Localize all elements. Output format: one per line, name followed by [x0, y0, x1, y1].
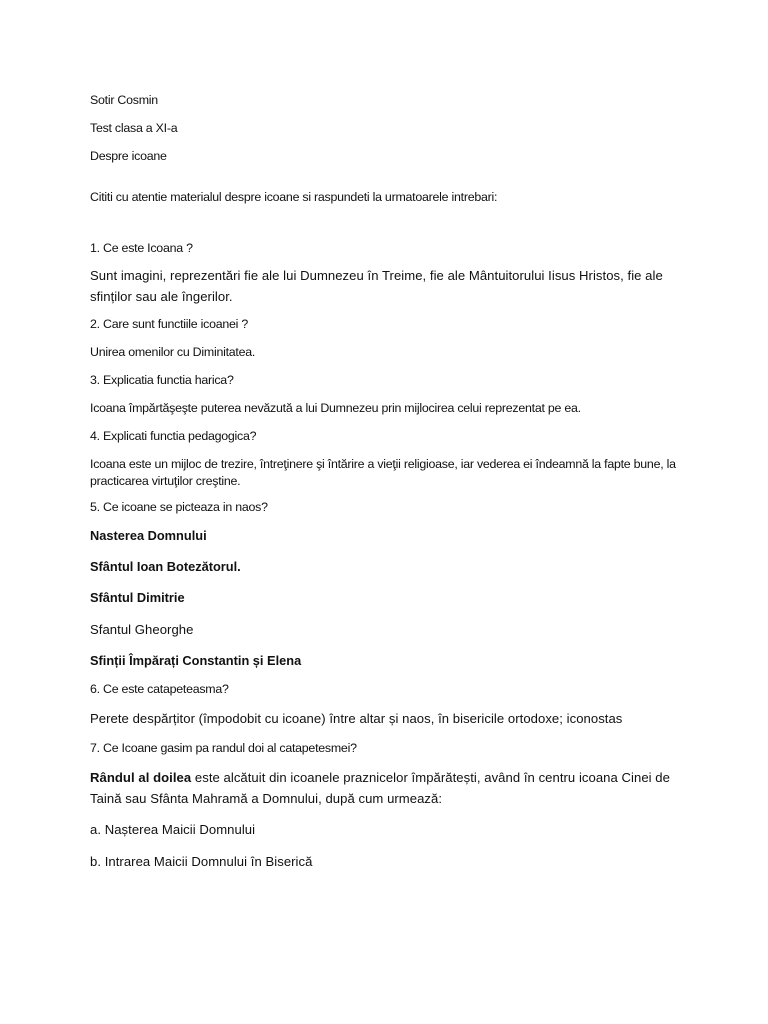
question-1: 1. Ce este Icoana ?: [90, 241, 193, 255]
answer-5-item: Sfântul Dimitrie: [90, 590, 185, 605]
answer-5-item: Nasterea Domnului: [90, 528, 207, 543]
answer-5-item: Sfantul Gheorghe: [90, 622, 194, 637]
answer-1: Sunt imagini, reprezentări fie ale lui Dumnezeu în Treime, fie ale Mântuitorului Iisus Hristos, fie ale sfinților sau ale îngerilor.: [90, 268, 663, 304]
answer-6: Perete despărțitor (împodobit cu icoane) între altar și naos, în bisericile ortodoxe; iconostas: [90, 710, 623, 726]
document-content: [90, 92, 690, 883]
answer-2: Unirea omenilor cu Diminitatea.: [90, 345, 256, 359]
question-3: 3. Explicatia functia harica?: [90, 373, 234, 387]
answer-3: Icoana împărtăşeşte puterea nevăzută a lui Dumnezeu prin mijlocirea celui reprezentat pe ea.: [90, 401, 581, 415]
student-name: Sotir Cosmin: [90, 93, 158, 107]
answer-7-item: a. Nașterea Maicii Domnului: [90, 822, 256, 837]
question-2: 2. Care sunt functiile icoanei ?: [90, 317, 248, 331]
answer-7-lead: Rândul al doilea: [90, 770, 192, 785]
answer-5-item: Sfinții Împărați Constantin și Elena: [90, 652, 302, 668]
answer-4: Icoana este un mijloc de trezire, întreţinere şi întărire a vieţii religioase, iar vederea ei îndeamnă la fapte bune, la practicarea virtuţilor creştine.: [90, 457, 676, 488]
test-class: Test clasa a XI-a: [90, 121, 178, 135]
question-6: 6. Ce este catapeteasma?: [90, 681, 229, 696]
instructions: Cititi cu atentie materialul despre icoane si raspundeti la urmatoarele intrebari:: [90, 190, 498, 204]
question-5: 5. Ce icoane se picteaza in naos?: [90, 500, 268, 514]
answer-7-item: b. Intrarea Maicii Domnului în Biserică: [90, 853, 313, 869]
test-topic: Despre icoane: [90, 149, 167, 163]
answer-5-item: Sfântul Ioan Botezătorul.: [90, 559, 241, 574]
question-7: 7. Ce Icoane gasim pa randul doi al catapetesmei?: [90, 741, 357, 755]
answer-7: [90, 768, 690, 809]
question-4: 4. Explicati functia pedagogica?: [90, 429, 257, 443]
answer-7-rest: este alcătuit din icoanele praznicelor împărătești, având în centru icoana Cinei de Taină sau Sfânta Mahramă a Domnului, după cum urmează:: [90, 770, 670, 806]
